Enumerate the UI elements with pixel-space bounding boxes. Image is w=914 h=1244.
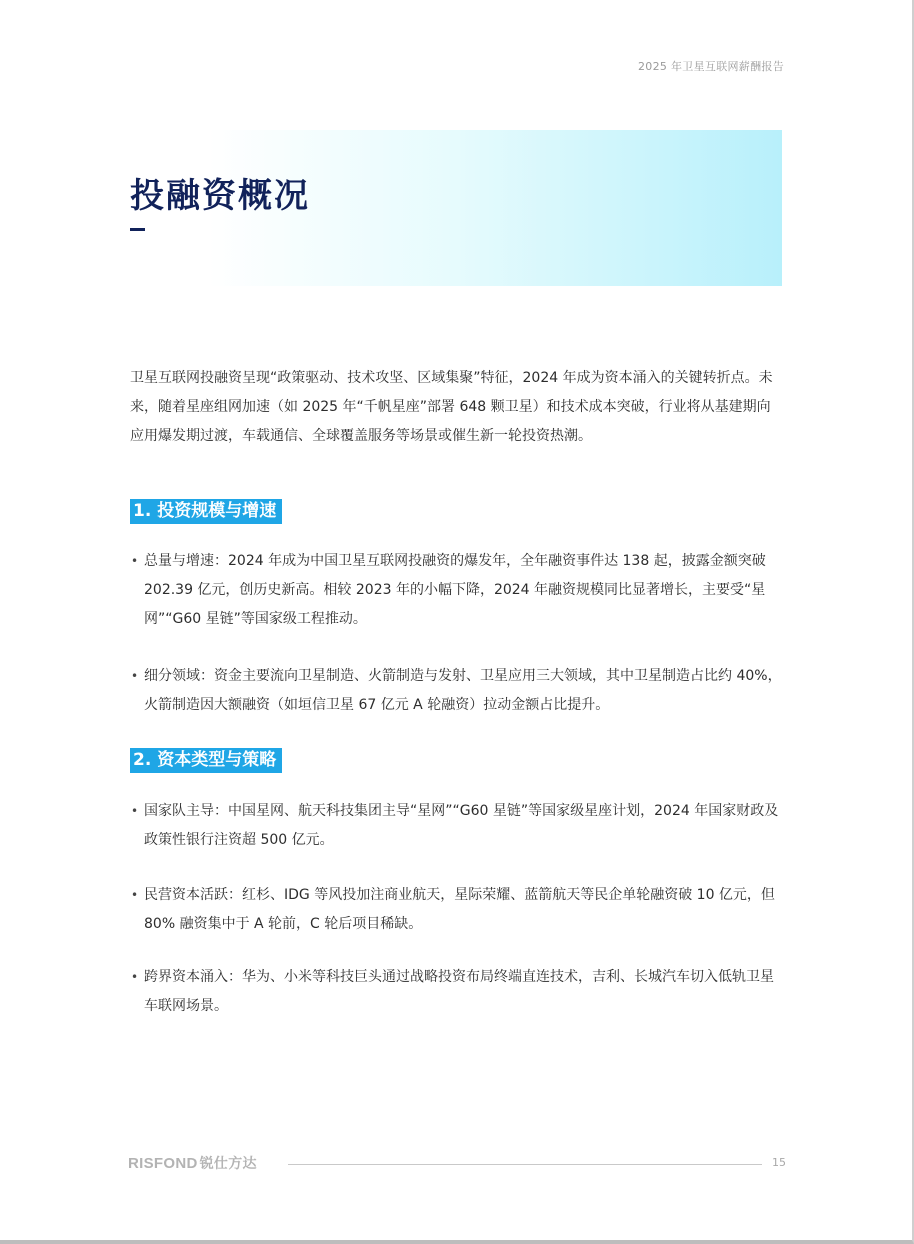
list-item xyxy=(130,963,784,1021)
section-heading-investment-scale: 1. 投资规模与增速 xyxy=(130,499,282,524)
list-item xyxy=(130,881,784,939)
bullet-icon: • xyxy=(131,669,139,683)
page-title: 投融资概况 xyxy=(130,176,310,216)
list-item-text: 民营资本活跃：红杉、IDG 等风投加注商业航天，星际荣耀、蓝箭航天等民企单轮融资破 10 亿元，但 80% 融资集中于 A 轮前，C 轮后项目稀缺。 xyxy=(144,887,775,932)
list-item xyxy=(130,797,784,855)
list-item-text: 国家队主导：中国星网、航天科技集团主导“星网”“G60 星链”等国家级星座计划，2024 年国家财政及政策性银行注资超 500 亿元。 xyxy=(144,803,779,848)
page-number: 15 xyxy=(772,1156,786,1169)
list-item xyxy=(130,662,784,720)
section-heading-capital-types: 2. 资本类型与策略 xyxy=(130,748,282,773)
list-item-text: 细分领域：资金主要流向卫星制造、火箭制造与发射、卫星应用三大领域，其中卫星制造占比约 40%，火箭制造因大额融资（如垣信卫星 67 亿元 A 轮融资）拉动金额占比提升。 xyxy=(144,668,782,713)
bullet-icon: • xyxy=(131,888,139,902)
logo-text-cn: 锐仕方达 xyxy=(199,1156,257,1172)
footer-divider xyxy=(288,1164,762,1165)
footer-logo xyxy=(128,1153,257,1173)
list-item xyxy=(130,547,784,634)
list-item-text: 总量与增速：2024 年成为中国卫星互联网投融资的爆发年，全年融资事件达 138 起，披露金额突破 202.39 亿元，创历史新高。相较 2023 年的小幅下降，2024 年融资规模同比显著增长，主要受“星网”“G60 星链”等国家级工程推动。 xyxy=(144,553,766,627)
logo-text-en: RISFOND xyxy=(128,1154,198,1172)
bullet-icon: • xyxy=(131,970,139,984)
title-underline xyxy=(130,228,145,231)
intro-paragraph: 卫星互联网投融资呈现“政策驱动、技术攻坚、区域集聚”特征，2024 年成为资本涌入的关键转折点。未来，随着星座组网加速（如 2025 年“千帆星座”部署 648 颗卫星）和技术成本突破，行业将从基建期向应用爆发期过渡，车载通信、全球覆盖服务等场景或催生新一轮投资热潮。 xyxy=(130,370,773,444)
report-header: 2025 年卫星互联网薪酬报告 xyxy=(638,60,784,73)
bullet-icon: • xyxy=(131,804,139,818)
list-item-text: 跨界资本涌入：华为、小米等科技巨头通过战略投资布局终端直连技术，吉利、长城汽车切入低轨卫星车联网场景。 xyxy=(144,969,774,1014)
bullet-icon: • xyxy=(131,554,139,568)
